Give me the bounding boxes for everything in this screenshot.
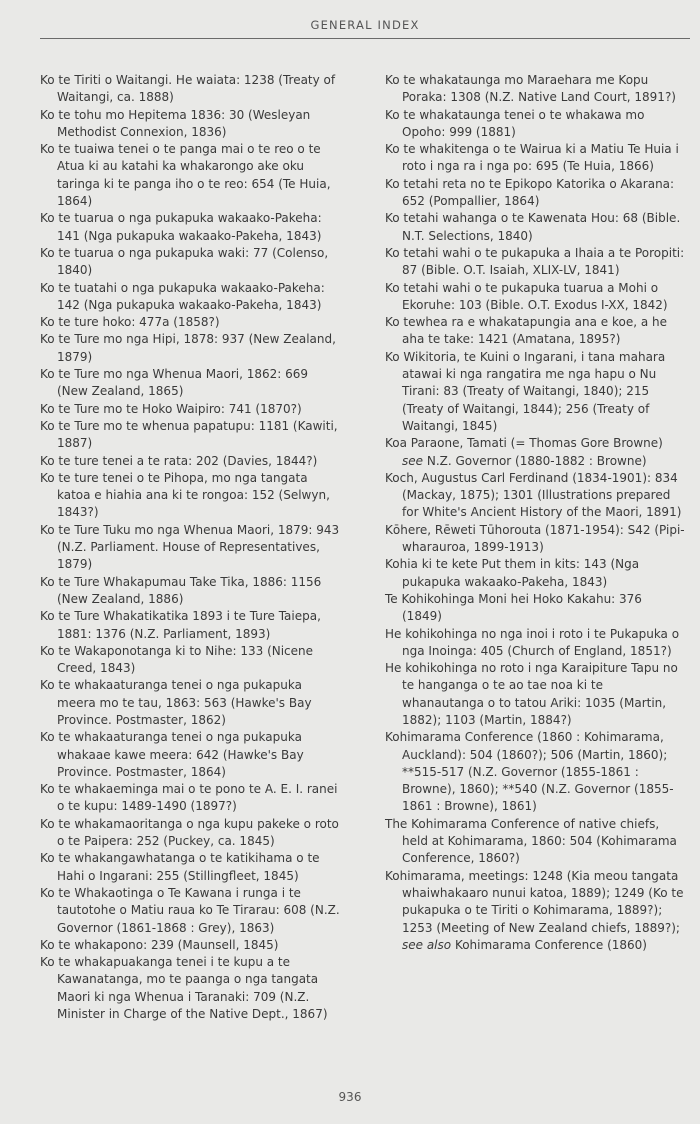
index-entry: Kohimarama Conference (1860 : Kohimarama, Auckland): 504 (1860?); 506 (Martin, 1860); **515-517 (N.Z. Governor (1855-1861 : Browne), 1860); **540 (N.Z. Governor (1855-1861 : Browne), 1861) (385, 730, 674, 814)
index-entry: Ko Wikitoria, te Kuini o Ingarani, i tana mahara atawai ki nga rangatira me nga hapu o Nu Tirani: 83 (Treaty of Waitangi, 1840); 215 (Treaty of Waitangi, 1844); 256 (Treaty of Waitangi, 1845) (385, 349, 666, 433)
index-entry: Ko tetahi reta no te Epikopo Katorika o Akarana: 652 (Pompallier, 1864) (385, 176, 675, 209)
index-entry: Ko te whakaaturanga tenei o nga pukapuka meera mo te tau, 1863: 563 (Hawke's Bay Province. Postmaster, 1862) (40, 678, 312, 727)
index-entry: Ko te whakataunga tenei o te whakawa mo Opoho: 999 (1881) (385, 107, 645, 139)
index-entry: Ko te whakataunga mo Maraehara me Kopu Poraka: 1308 (N.Z. Native Land Court, 1891?) (385, 73, 676, 105)
index-entry: Kohia ki te kete Put them in kits: 143 (Nga pukapuka wakaako-Pakeha, 1843) (385, 557, 640, 589)
index-entry: Ko te tohu mo Hepitema 1836: 30 (Wesleyan Methodist Connexion, 1836) (40, 107, 311, 139)
index-entry: Ko te tuatahi o nga pukapuka wakaako-Pakeha: 142 (Nga pukapuka wakaako-Pakeha, 1843) (40, 280, 325, 312)
index-entry: Ko tetahi wahi o te pukapuka a Ihaia a te Poropiti: 87 (Bible. O.T. Isaiah, XLIX-LV, 1841) (385, 245, 685, 278)
index-entry: Ko te Whakaotinga o Te Kawana i runga i te tautotohe o Matiu raua ko Te Tirarau: 608 (N.Z. Governor (1861-1868 : Grey), 1863) (40, 885, 340, 935)
index-entry: Koa Paraone, Tamati (= Thomas Gore Browne) see N.Z. Governor (1880-1882 : Browne) (385, 436, 663, 468)
index-entry: Ko te tuaiwa tenei o te panga mai o te reo o te Atua ki au katahi ka whakarongo ake oku taringa ki te panga iho o te reo: 654 (Te Huia, 1864) (40, 142, 331, 209)
index-column-left (40, 72, 340, 1023)
index-entry: Ko te whakitenga o te Wairua ki a Matiu Te Huia i roto i nga ra i nga po: 695 (Te Huia, 1866) (385, 142, 679, 174)
index-entry: Ko tetahi wahanga o te Kawenata Hou: 68 (Bible. N.T. Selections, 1840) (385, 211, 681, 243)
index-entry: Ko te ture tenei a te rata: 202 (Davies, 1844?) (40, 453, 318, 468)
index-entry: Ko te Ture mo nga Whenua Maori, 1862: 669 (New Zealand, 1865) (40, 367, 309, 399)
index-entry: Ko te Ture mo nga Hipi, 1878: 937 (New Zealand, 1879) (40, 332, 336, 364)
index-entry: Ko te ture tenei o te Pihopa, mo nga tangata katoa e hiahia ana ki te rongoa: 152 (Selwyn, 1843?) (40, 470, 330, 520)
index-entry: Te Kohikohinga Moni hei Hoko Kakahu: 376 (1849) (385, 591, 642, 624)
index-entry: Ko te whakangawhatanga o te katikihama o te Hahi o Ingarani: 255 (Stillingfleet, 1845) (40, 851, 320, 883)
index-entry: Ko tewhea ra e whakatapungia ana e koe, a he aha te take: 1421 (Amatana, 1895?) (385, 315, 668, 347)
index-entry: Ko te whakaaturanga tenei o nga pukapuka whakaae kawe meera: 642 (Hawke's Bay Province. Postmaster, 1864) (40, 730, 304, 779)
index-entry: Ko te tuarua o nga pukapuka waki: 77 (Colenso, 1840) (40, 245, 329, 278)
index-entry: Ko te Ture mo te whenua papatupu: 1181 (Kawiti, 1887) (40, 418, 338, 451)
index-entry: Ko te whakapono: 239 (Maunsell, 1845) (40, 937, 279, 952)
index-entry: Ko te Ture Tuku mo nga Whenua Maori, 1879: 943 (N.Z. Parliament. House of Representatives, 1879) (40, 522, 340, 572)
index-entry: Ko te whakapuakanga tenei i te kupu a te Kawanatanga, mo te paanga o nga tangata Maori ki nga Whenua i Taranaki: 709 (N.Z. Minister in Charge of the Native Dept., 1867) (40, 955, 328, 1022)
index-entry: The Kohimarama Conference of native chiefs, held at Kohimarama, 1860: 504 (Kohimarama Conference, 1860?) (385, 816, 677, 866)
header-rule (40, 38, 690, 39)
index-entry: Ko te Tiriti o Waitangi. He waiata: 1238 (Treaty of Waitangi, ca. 1888) (40, 73, 336, 105)
page-header: GENERAL INDEX (310, 18, 420, 32)
index-entry: Ko te Wakaponotanga ki to Nihe: 133 (Nicene Creed, 1843) (40, 643, 314, 676)
index-entry: Ko tetahi wahi o te pukapuka tuarua a Mohi o Ekoruhe: 103 (Bible. O.T. Exodus I-XX, 1842) (385, 280, 668, 312)
index-entry: Ko te Ture mo te Hoko Waipiro: 741 (1870?) (40, 401, 302, 416)
index-entry: Ko te Ture Whakatikatika 1893 i te Ture Taiepa, 1881: 1376 (N.Z. Parliament, 1893) (40, 609, 321, 641)
index-entry: Kohimarama, meetings: 1248 (Kia meou tangata whaiwhakaaro nunui katoa, 1889); 1249 (Ko te pukapuka o te Tiriti o Kohimarama, 1889?); 1253 (Meeting of New Zealand chiefs, 1889?); see also Kohimarama Conference (1860) (385, 868, 684, 952)
index-entry: Ko te tuarua o nga pukapuka wakaako-Pakeha: 141 (Nga pukapuka wakaako-Pakeha, 1843) (40, 211, 322, 243)
index-entry: Koch, Augustus Carl Ferdinand (1834-1901): 834 (Mackay, 1875); 1301 (Illustrations prepared for White's Ancient History of the Maori, 1891) (385, 470, 682, 520)
index-entry: Ko te whakamaoritanga o nga kupu pakeke o roto o te Paipera: 252 (Puckey, ca. 1845) (40, 816, 339, 849)
index-entry: Kōhere, Rēweti Tūhorouta (1871-1954): S42 (Pipi-wharauroa, 1899-1913) (385, 522, 685, 555)
index-column-right (385, 72, 685, 954)
page-number: 936 (338, 1090, 362, 1104)
index-entry: Ko te Ture Whakapumau Take Tika, 1886: 1156 (New Zealand, 1886) (40, 574, 322, 606)
index-entry: Ko te whakaeminga mai o te pono te A. E. I. ranei o te kupu: 1489-1490 (1897?) (40, 782, 338, 814)
index-entry: He kohikohinga no nga inoi i roto i te Pukapuka o nga Inoinga: 405 (Church of England, 1851?) (385, 626, 680, 658)
index-entry: He kohikohinga no roto i nga Karaipiture Tapu no te hanganga o te ao tae noa ki te whanautanga o to tatou Ariki: 1035 (Martin, 1882); 1103 (Martin, 1884?) (385, 661, 678, 727)
index-entry: Ko te ture hoko: 477a (1858?) (40, 315, 220, 330)
